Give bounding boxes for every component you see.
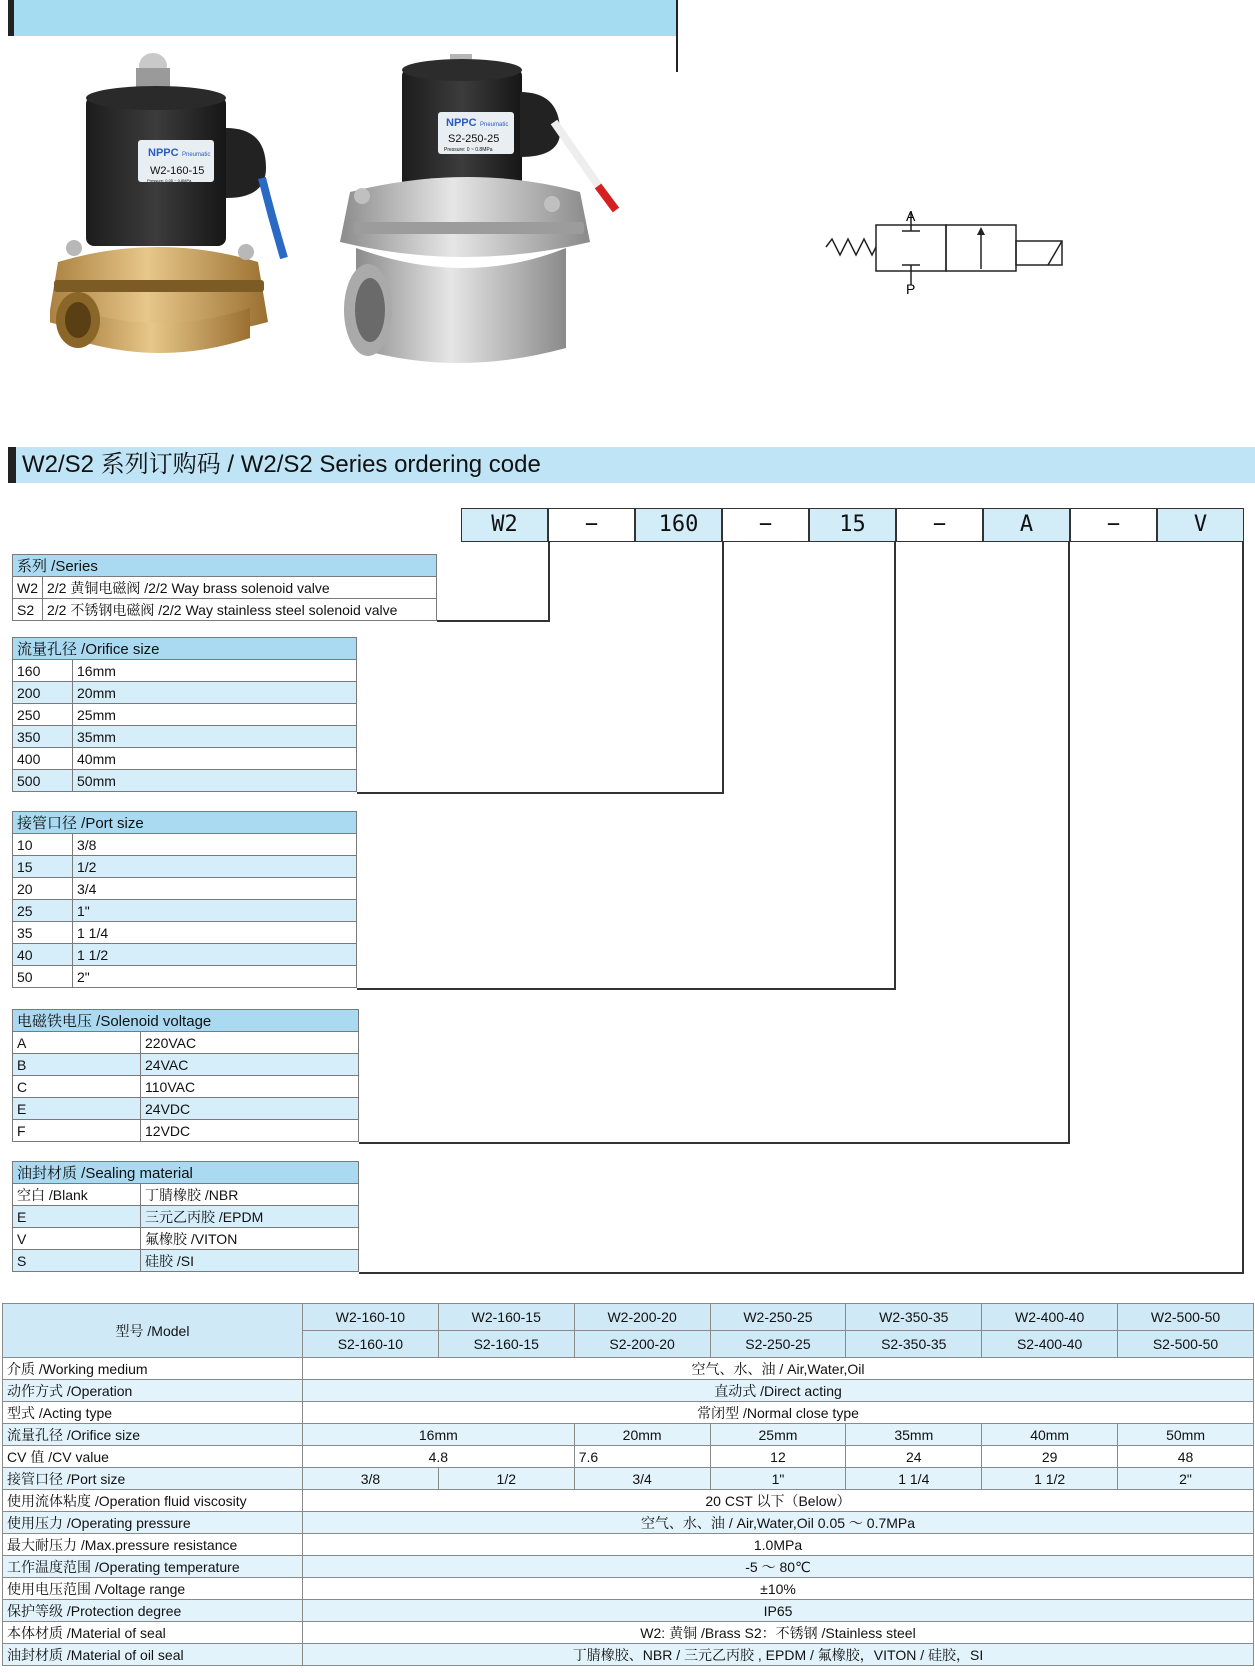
spec-value: 3/4 — [574, 1468, 710, 1490]
spec-value: 空气、水、油 / Air,Water,Oil — [303, 1358, 1254, 1380]
port-value: 1/2 — [73, 856, 357, 878]
connector-line — [359, 1272, 1244, 1274]
orifice-code: 160 — [13, 660, 73, 682]
model-cell: W2-160-10 — [303, 1304, 439, 1331]
orifice-value: 16mm — [73, 660, 357, 682]
connector-line — [548, 542, 550, 622]
spec-value: 20 CST 以下（Below） — [303, 1490, 1254, 1512]
spec-value: 直动式 /Direct acting — [303, 1380, 1254, 1402]
brand-text: NPPC — [148, 147, 179, 159]
model-cell: S2-160-15 — [438, 1331, 574, 1358]
spec-label: 动作方式 /Operation — [3, 1380, 303, 1402]
voltage-code: A — [13, 1032, 141, 1054]
code-voltage: A — [983, 508, 1070, 542]
model-cell: S2-400-40 — [982, 1331, 1118, 1358]
spec-value: IP65 — [303, 1600, 1254, 1622]
voltage-value: 110VAC — [141, 1076, 359, 1098]
orifice-table — [12, 637, 357, 792]
spec-value: 空气、水、油 / Air,Water,Oil 0.05 ～ 0.7MPa — [303, 1512, 1254, 1534]
seal-value: 氟橡胶 /VITON — [141, 1228, 359, 1250]
port-code: 25 — [13, 900, 73, 922]
spec-value: 16mm — [303, 1424, 575, 1446]
spec-value: 1/2 — [438, 1468, 574, 1490]
spec-label: 油封材质 /Material of oil seal — [3, 1644, 303, 1666]
seal-table — [12, 1161, 359, 1272]
code-dash: − — [896, 508, 983, 542]
code-port: 15 — [809, 508, 896, 542]
model-cell: W2-250-25 — [710, 1304, 846, 1331]
port-code: 40 — [13, 944, 73, 966]
top-divider-line — [676, 0, 678, 72]
seal-value: 硅胶 /SI — [141, 1250, 359, 1272]
seal-code: E — [13, 1206, 141, 1228]
model-cell: S2-350-35 — [846, 1331, 982, 1358]
spec-value: 1.0MPa — [303, 1534, 1254, 1556]
orifice-title: 流量孔径 /Orifice size — [13, 638, 357, 660]
voltage-value: 24VAC — [141, 1054, 359, 1076]
code-dash: − — [1070, 508, 1157, 542]
orifice-value: 20mm — [73, 682, 357, 704]
spec-label: 最大耐压力 /Max.pressure resistance — [3, 1534, 303, 1556]
spec-value: 1 1/2 — [982, 1468, 1118, 1490]
spec-value: 1" — [710, 1468, 846, 1490]
seal-title: 油封材质 /Sealing material — [13, 1162, 359, 1184]
port-value: 3/8 — [73, 834, 357, 856]
model-cell: W2-350-35 — [846, 1304, 982, 1331]
top-color-bar — [8, 0, 678, 36]
brand-subtext: Pneumatic — [480, 122, 509, 128]
model-cell: S2-160-10 — [303, 1331, 439, 1358]
spec-value: 7.6 — [574, 1446, 710, 1468]
port-value: 3/4 — [73, 878, 357, 900]
valve-symbol-diagram — [822, 205, 1072, 295]
spec-value: 1 1/4 — [846, 1468, 982, 1490]
port-title: 接管口径 /Port size — [13, 812, 357, 834]
seal-code: 空白 /Blank — [13, 1184, 141, 1206]
connector-line — [1068, 542, 1070, 1144]
model-cell: W2-500-50 — [1118, 1304, 1254, 1331]
orifice-value: 50mm — [73, 770, 357, 792]
model-cell: W2-400-40 — [982, 1304, 1118, 1331]
connector-line — [1242, 542, 1244, 1274]
spec-value: 50mm — [1118, 1424, 1254, 1446]
section-title: W2/S2 系列订购码 / W2/S2 Series ordering code — [8, 447, 1255, 483]
spec-value: 25mm — [710, 1424, 846, 1446]
connector-line — [359, 1142, 1070, 1144]
voltage-value: 220VAC — [141, 1032, 359, 1054]
spec-value: 4.8 — [303, 1446, 575, 1468]
spec-label: 工作温度范围 /Operating temperature — [3, 1556, 303, 1578]
model-cell: W2-200-20 — [574, 1304, 710, 1331]
orifice-value: 35mm — [73, 726, 357, 748]
seal-value: 三元乙丙胶 /EPDM — [141, 1206, 359, 1228]
orifice-code: 400 — [13, 748, 73, 770]
brand-text: NPPC — [446, 117, 477, 129]
series-table — [12, 554, 437, 621]
port-a-label: A — [906, 208, 916, 224]
port-p-label: P — [906, 281, 916, 295]
connector-line — [357, 792, 724, 794]
model-cell: W2-160-15 — [438, 1304, 574, 1331]
connector-line — [722, 542, 724, 794]
code-series: W2 — [461, 508, 548, 542]
spec-label: CV 值 /CV value — [3, 1446, 303, 1468]
port-value: 2" — [73, 966, 357, 988]
spec-value: 12 — [710, 1446, 846, 1468]
spec-value: 48 — [1118, 1446, 1254, 1468]
spec-value: 24 — [846, 1446, 982, 1468]
port-code: 50 — [13, 966, 73, 988]
spec-label: 介质 /Working medium — [3, 1358, 303, 1380]
spec-label: 使用电压范围 /Voltage range — [3, 1578, 303, 1600]
series-code: W2 — [13, 577, 43, 599]
orifice-value: 25mm — [73, 704, 357, 726]
spec-value: -5 ～ 80℃ — [303, 1556, 1254, 1578]
voltage-title: 电磁铁电压 /Solenoid voltage — [13, 1010, 359, 1032]
series-desc: 2/2 不锈钢电磁阀 /2/2 Way stainless steel solenoid valve — [43, 599, 437, 621]
spec-value: W2: 黄铜 /Brass S2：不锈钢 /Stainless steel — [303, 1622, 1254, 1644]
port-value: 1" — [73, 900, 357, 922]
code-dash: − — [548, 508, 635, 542]
spec-value: 35mm — [846, 1424, 982, 1446]
spec-label: 流量孔径 /Orifice size — [3, 1424, 303, 1446]
voltage-code: B — [13, 1054, 141, 1076]
port-code: 35 — [13, 922, 73, 944]
brand-subtext: Pneumatic — [182, 152, 211, 158]
model-cell: S2-250-25 — [710, 1331, 846, 1358]
spec-label: 本体材质 /Material of seal — [3, 1622, 303, 1644]
orifice-code: 500 — [13, 770, 73, 792]
port-table — [12, 811, 357, 988]
spec-label: 使用压力 /Operating pressure — [3, 1512, 303, 1534]
spec-value: 40mm — [982, 1424, 1118, 1446]
connector-line — [357, 988, 896, 990]
voltage-value: 12VDC — [141, 1120, 359, 1142]
valve-model-label: W2-160-15 — [150, 165, 205, 177]
spec-label: 使用流体粘度 /Operation fluid viscosity — [3, 1490, 303, 1512]
connector-line — [894, 542, 896, 990]
port-value: 1 1/2 — [73, 944, 357, 966]
voltage-code: C — [13, 1076, 141, 1098]
model-cell: S2-500-50 — [1118, 1331, 1254, 1358]
series-code: S2 — [13, 599, 43, 621]
brass-valve-photo — [50, 48, 310, 368]
connector-line — [437, 620, 550, 622]
spec-value: 丁腈橡胶、NBR / 三元乙丙胶 , EPDM / 氟橡胶，VITON / 硅胶，SI — [303, 1644, 1254, 1666]
model-label: 型号 /Model — [3, 1304, 303, 1358]
orifice-value: 40mm — [73, 748, 357, 770]
spec-value: 2" — [1118, 1468, 1254, 1490]
orifice-code: 350 — [13, 726, 73, 748]
valve-model-label: S2-250-25 — [448, 133, 500, 145]
code-orifice: 160 — [635, 508, 722, 542]
port-value: 1 1/4 — [73, 922, 357, 944]
series-desc: 2/2 黄铜电磁阀 /2/2 Way brass solenoid valve — [43, 577, 437, 599]
voltage-table — [12, 1009, 359, 1142]
spec-label: 接管口径 /Port size — [3, 1468, 303, 1490]
orifice-code: 200 — [13, 682, 73, 704]
seal-value: 丁腈橡胶 /NBR — [141, 1184, 359, 1206]
spec-value: ±10% — [303, 1578, 1254, 1600]
orifice-code: 250 — [13, 704, 73, 726]
port-code: 20 — [13, 878, 73, 900]
voltage-code: F — [13, 1120, 141, 1142]
seal-code: S — [13, 1250, 141, 1272]
voltage-value: 24VDC — [141, 1098, 359, 1120]
spec-value: 3/8 — [303, 1468, 439, 1490]
port-code: 15 — [13, 856, 73, 878]
valve-pressure-label: Pressure: 0.05 ~ 0.8MPa — [147, 178, 192, 183]
valve-pressure-label: Pressure: 0 ~ 0.8MPa — [444, 147, 493, 153]
code-seal: V — [1157, 508, 1244, 542]
code-dash: − — [722, 508, 809, 542]
series-title: 系列 /Series — [13, 555, 437, 577]
stainless-valve-photo — [340, 52, 660, 372]
voltage-code: E — [13, 1098, 141, 1120]
spec-value: 29 — [982, 1446, 1118, 1468]
model-cell: S2-200-20 — [574, 1331, 710, 1358]
spec-label: 型式 /Acting type — [3, 1402, 303, 1424]
seal-code: V — [13, 1228, 141, 1250]
port-code: 10 — [13, 834, 73, 856]
spec-table — [2, 1303, 1254, 1666]
spec-label: 保护等级 /Protection degree — [3, 1600, 303, 1622]
spec-value: 常闭型 /Normal close type — [303, 1402, 1254, 1424]
spec-value: 20mm — [574, 1424, 710, 1446]
